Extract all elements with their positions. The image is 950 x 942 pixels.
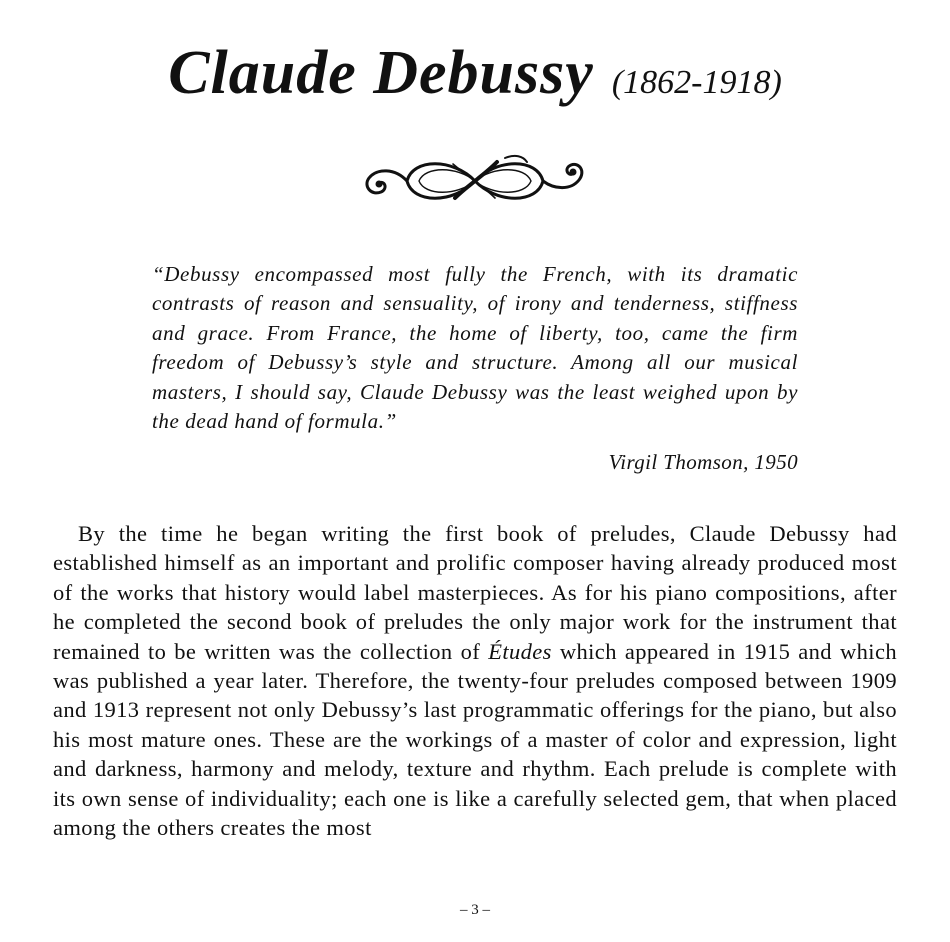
composer-name: Claude Debussy — [168, 39, 594, 107]
page-title — [0, 38, 950, 109]
composer-dates: (1862-1918) — [611, 64, 782, 101]
body-text-part-2: which appeared in 1915 and which was published a year later. Therefore, the twenty-four preludes composed between 1909 and 1913 represent not only Debussy’s last programmatic offerings for the piano, but also his most mature ones. These are the workings of a master of color and expression, light and darkness, harmony and melody, texture and rhythm. Each prelude is complete with its own sense of individuality; each one is like a carefully selected gem, that when placed among the others creates the most — [53, 638, 897, 841]
body-text-part-1: By the time he began writing the first book of preludes, Claude Debussy had established himself as an important and prolific composer having already produced most of the works that history would label masterpieces. As for his piano compositions, after he completed the second book of preludes the only major work for the instrument that remained to be written was the collection of — [53, 521, 897, 664]
epigraph-quote: “Debussy encompassed most fully the French, with its dramatic contrasts of reason and sensuality, of irony and tenderness, stiffness and grace. From France, the home of liberty, too, came the firm freedom of Debussy’s style and structure. Among all our musical masters, I should say, Claude Debussy was the least weighed upon by the dead hand of formula.” — [152, 262, 798, 434]
etudes-title: Études — [488, 638, 552, 664]
quote-attribution: Virgil Thomson, 1950 — [608, 450, 798, 474]
body-paragraph — [53, 519, 897, 842]
flourish-ornament-icon — [355, 150, 595, 212]
page-number: – 3 – — [460, 902, 490, 918]
